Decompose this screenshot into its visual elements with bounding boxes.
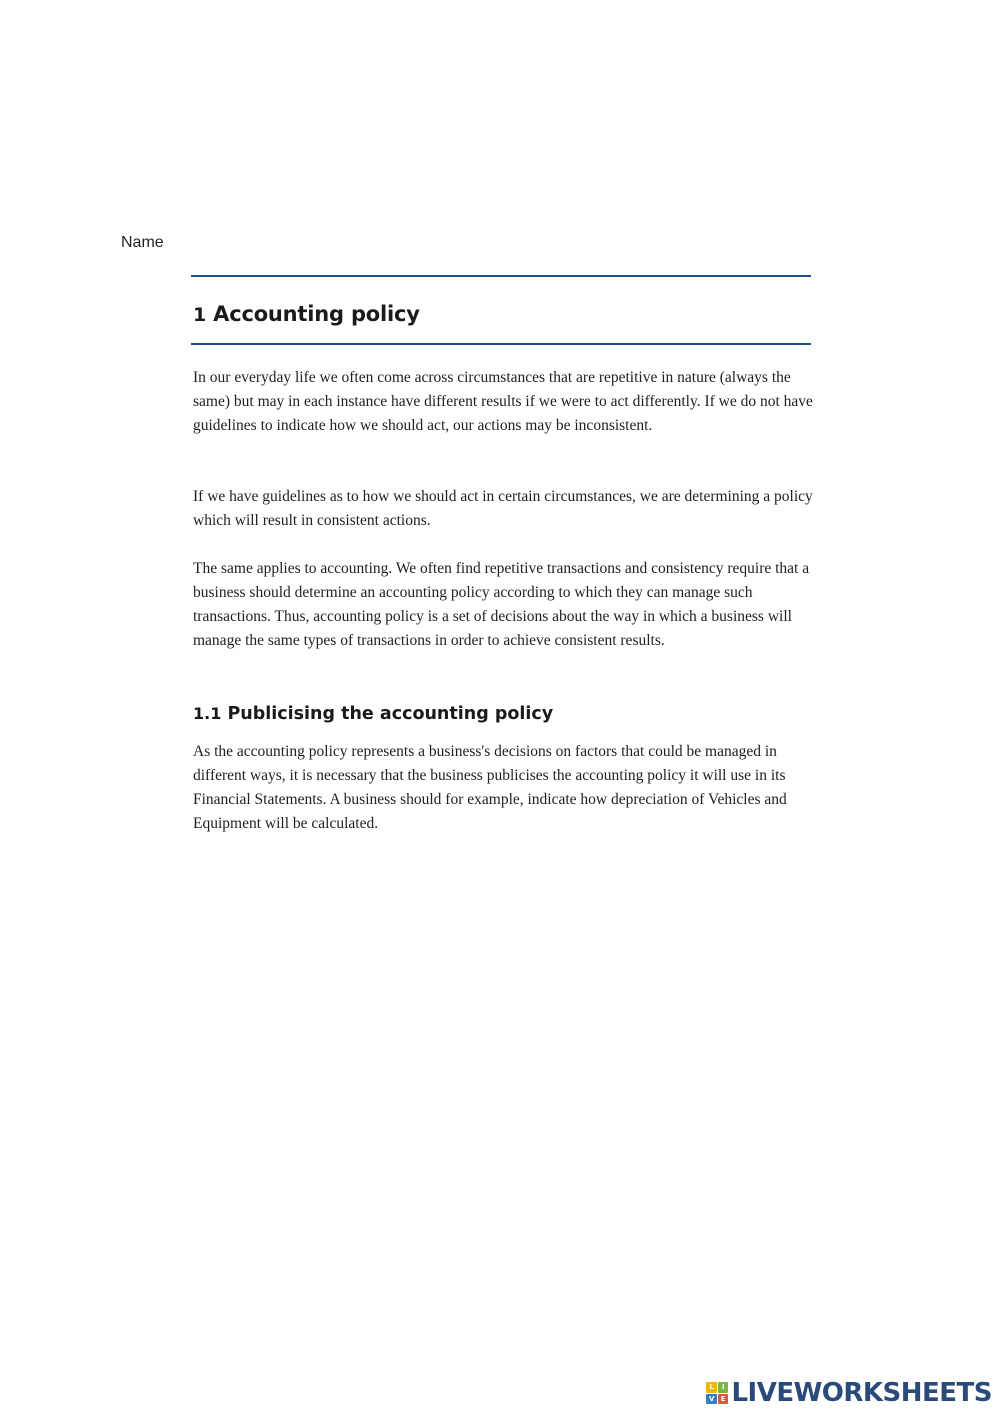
paragraph-everyday-life: In our everyday life we often come across circumstances that are repetitive in nature (always the same) but may in each instance have different results if we were to act differently. If we do not have guidelines to indicate how we should act, our actions may be inconsistent. xyxy=(193,369,813,434)
liveworksheets-brand xyxy=(706,1378,992,1408)
paragraph-guidelines: If we have guidelines as to how we should act in certain circumstances, we are determining a policy which will result in consistent actions. xyxy=(193,488,813,529)
section-1-1-title: Publicising the accounting policy xyxy=(227,704,554,724)
name-label: Name xyxy=(121,234,164,251)
heading-bottom-rule xyxy=(191,343,811,345)
logo-letter-v: V xyxy=(706,1394,717,1405)
heading-top-rule xyxy=(191,275,811,277)
logo-letter-i: I xyxy=(718,1382,729,1393)
liveworksheets-wordmark: LIVEWORKSHEETS xyxy=(731,1378,992,1408)
section-1-heading xyxy=(193,302,420,326)
logo-letter-e: E xyxy=(718,1394,729,1405)
logo-letter-l: L xyxy=(706,1382,717,1393)
paragraph-publicising: As the accounting policy represents a business's decisions on factors that could be managed in different ways, it is necessary that the business publicises the accounting policy it will use in its Financial Statements. A business should for example, indicate how depreciation of Vehicles and Equipment will be calculated. xyxy=(193,743,787,832)
liveworksheets-logo-icon xyxy=(706,1382,728,1404)
section-1-number: 1 xyxy=(193,304,207,326)
paragraph-accounting: The same applies to accounting. We often find repetitive transactions and consistency require that a business should determine an accounting policy according to which they can manage such transactions. Thus, accounting policy is a set of decisions about the way in which a business will manage the same types of transactions in order to achieve consistent results. xyxy=(193,560,810,649)
section-1-1-number: 1.1 xyxy=(193,704,222,723)
section-1-1-heading xyxy=(193,704,553,724)
section-1-title: Accounting policy xyxy=(213,302,420,326)
